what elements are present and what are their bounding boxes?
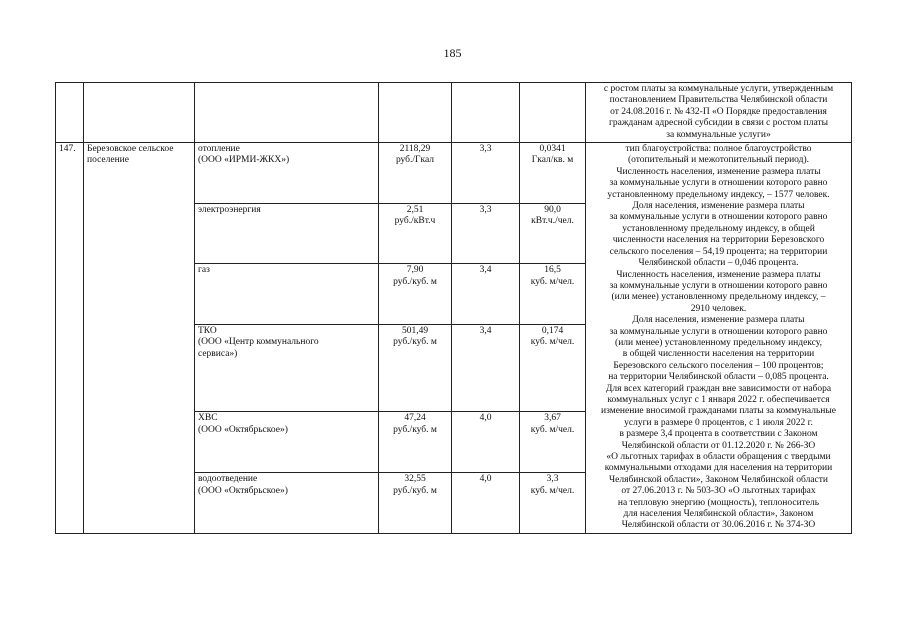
note-line: Численность населения, изменение размера платы xyxy=(616,166,821,177)
note-line: сельского поселения – 54,19 процента; на территории xyxy=(609,246,828,257)
note-cell xyxy=(586,143,852,534)
page-number: 185 xyxy=(443,46,462,60)
row-number-cell xyxy=(56,83,84,143)
tariff-cell xyxy=(379,412,452,473)
municipality-cell xyxy=(84,83,195,143)
service-name: (ООО «Центр коммунального xyxy=(198,337,319,348)
norm-value: кВт.ч./чел. xyxy=(531,216,574,227)
municipality-cell xyxy=(84,143,195,534)
norm-cell xyxy=(520,473,586,534)
service-name-cell xyxy=(195,143,379,204)
norm-value: куб. м/чел. xyxy=(530,337,575,348)
index-cell xyxy=(452,83,520,143)
service-name: водоотведение xyxy=(198,474,258,485)
note-line: для населения Челябинской области», Законом xyxy=(623,509,814,520)
municipality-name: Березовское сельское xyxy=(87,144,174,155)
index-value: 3,3 xyxy=(479,144,492,155)
note-line: Численность населения, изменение размера платы xyxy=(616,269,821,280)
service-name: отопление xyxy=(198,144,240,155)
tariff-value: руб./куб. м xyxy=(393,485,437,496)
service-name-cell xyxy=(195,325,379,412)
norm-value: 16,5 xyxy=(544,265,561,276)
note-line: (или менее) установленному предельному индексу, – xyxy=(611,292,826,303)
tariff-cell xyxy=(379,473,452,534)
norm-cell xyxy=(520,83,586,143)
service-name: электроэнергия xyxy=(198,204,261,215)
norm-cell xyxy=(520,143,586,204)
service-name-cell xyxy=(195,203,379,264)
note-cell xyxy=(586,83,852,143)
note-line: (отопительный и межотопительный период). xyxy=(627,155,810,166)
norm-value: 90,0 xyxy=(544,204,561,215)
norm-value: 0,0341 xyxy=(539,144,566,155)
note-line: на территории Челябинской области – 0,085 процента. xyxy=(608,372,829,383)
tariff-value: руб./куб. м xyxy=(393,337,437,348)
index-value: 4,0 xyxy=(479,413,492,424)
note-line: установленному предельному индексу, в общей xyxy=(622,223,815,234)
note-line: численности населения на территории Березовского xyxy=(612,235,825,246)
note-line: Челябинской области – 0,046 процента. xyxy=(638,258,799,269)
index-cell xyxy=(452,143,520,204)
tariff-cell xyxy=(379,83,452,143)
note-line: на тепловую энергию (мощность), теплоноситель xyxy=(617,497,820,508)
tariff-value: 2,51 xyxy=(406,204,424,215)
note-line: за коммунальные услуги в отношении которого равно xyxy=(609,212,828,223)
note-line: «О льготных тарифах в области обращения с твердыми xyxy=(606,452,831,462)
tariff-value: 501,49 xyxy=(401,326,429,336)
service-name-cell xyxy=(195,473,379,534)
norm-cell xyxy=(520,412,586,473)
tariff-cell xyxy=(379,325,452,412)
table-row xyxy=(56,143,852,204)
note-line: от 27.06.2013 г. № 503-ЗО «О льготных тарифах xyxy=(621,486,816,497)
note-line: от 24.08.2016 г. № 432-П «О Порядке предоставления xyxy=(610,106,827,117)
note-line: Челябинской области», Законом Челябинской области xyxy=(608,474,829,485)
service-name: ХВС xyxy=(198,413,218,424)
tariff-cell xyxy=(379,203,452,264)
norm-value: куб. м/чел. xyxy=(530,424,575,435)
note-line: Челябинской области от 30.06.2016 г. № 374-ЗО xyxy=(621,520,816,531)
tariff-value: руб./куб. м xyxy=(393,424,437,435)
norm-value: 0,174 xyxy=(541,326,564,336)
service-name: (ООО «Октябрьское») xyxy=(198,485,288,496)
tariff-cell xyxy=(379,264,452,325)
norm-cell xyxy=(520,325,586,412)
service-name: сервиса») xyxy=(198,348,238,359)
row-number-cell xyxy=(56,143,84,534)
norm-cell xyxy=(520,264,586,325)
note-line: коммунальных услуг с 1 января 2022 г. обеспечивается xyxy=(607,394,830,405)
service-name-cell xyxy=(195,412,379,473)
table-row-continued xyxy=(56,83,852,143)
service-name-cell xyxy=(195,264,379,325)
service-name: (ООО «Октябрьское») xyxy=(198,424,288,435)
service-cell xyxy=(195,83,379,143)
norm-value: 3,3 xyxy=(546,474,559,485)
tariff-value: 7,90 xyxy=(406,265,424,276)
note-line: тип благоустройства: полное благоустройство xyxy=(625,144,812,155)
service-name: ТКО xyxy=(198,326,217,336)
index-cell xyxy=(452,412,520,473)
norm-value: Гкал/кв. м xyxy=(531,155,574,166)
tariff-value: руб./Гкал xyxy=(395,155,435,166)
norm-value: 3,67 xyxy=(544,413,561,424)
note-line: Доля населения, изменение размера платы xyxy=(632,201,805,212)
service-name: (ООО «ИРМИ-ЖКХ») xyxy=(198,155,290,166)
note-line: за коммунальные услуги в отношении которого равно xyxy=(609,326,828,337)
note-line: за коммунальные услуги в отношении которого равно xyxy=(609,178,828,189)
tariff-value: 47,24 xyxy=(404,413,426,424)
note-line: установленному предельному индексу, – 1577 человек. xyxy=(607,189,830,200)
index-cell xyxy=(452,264,520,325)
note-line: Челябинской области от 01.12.2020 г. № 266-ЗО xyxy=(621,440,816,451)
index-value: 4,0 xyxy=(479,474,492,485)
tariff-value: руб./кВт.ч xyxy=(394,216,436,227)
tariff-table xyxy=(55,82,852,534)
tariff-cell xyxy=(379,143,452,204)
norm-value: куб. м/чел. xyxy=(530,485,575,496)
note-line: коммунальными отходами для населения на территории xyxy=(604,463,833,474)
note-line: в размере 3,4 процента в соответствии с Законом xyxy=(619,429,818,440)
row-number: 147. xyxy=(59,144,76,155)
tariff-value: 2118,29 xyxy=(399,144,431,155)
municipality-name: поселение xyxy=(87,155,129,166)
note-line: 2910 человек. xyxy=(690,303,747,314)
note-line: Доля населения, изменение размера платы xyxy=(632,315,805,326)
note-line: изменение вносимой гражданами платы за коммунальные xyxy=(601,406,836,417)
note-line: за коммунальные услуги в отношении которого равно xyxy=(609,280,828,291)
index-cell xyxy=(452,473,520,534)
tariff-value: 32,55 xyxy=(404,474,426,485)
tariff-value: руб./куб. м xyxy=(393,276,437,287)
index-value: 3,3 xyxy=(479,204,492,215)
note-line: (или менее) установленному предельному индексу, xyxy=(615,337,822,348)
norm-cell xyxy=(520,203,586,264)
note-line: Для всех категорий граждан вне зависимости от набора xyxy=(605,383,832,394)
note-line: гражданам адресной субсидии в связи с ростом платы xyxy=(608,118,829,129)
note-line: с ростом платы за коммунальные услуги, утвержденным xyxy=(603,84,834,94)
index-value: 3,4 xyxy=(479,326,492,336)
norm-value: куб. м/чел. xyxy=(530,276,575,287)
note-line: за коммунальные услуги» xyxy=(666,129,771,140)
index-cell xyxy=(452,325,520,412)
note-line: услуги в размере 0 процентов, с 1 июля 2022 г. xyxy=(624,417,813,428)
index-value: 3,4 xyxy=(479,265,492,276)
note-line: постановлением Правительства Челябинской области xyxy=(609,95,828,106)
note-line: в общей численности населения на территории xyxy=(622,349,815,360)
index-cell xyxy=(452,203,520,264)
note-line: Березовского сельского поселения – 100 процентов; xyxy=(613,360,824,371)
service-name: газ xyxy=(198,265,210,276)
